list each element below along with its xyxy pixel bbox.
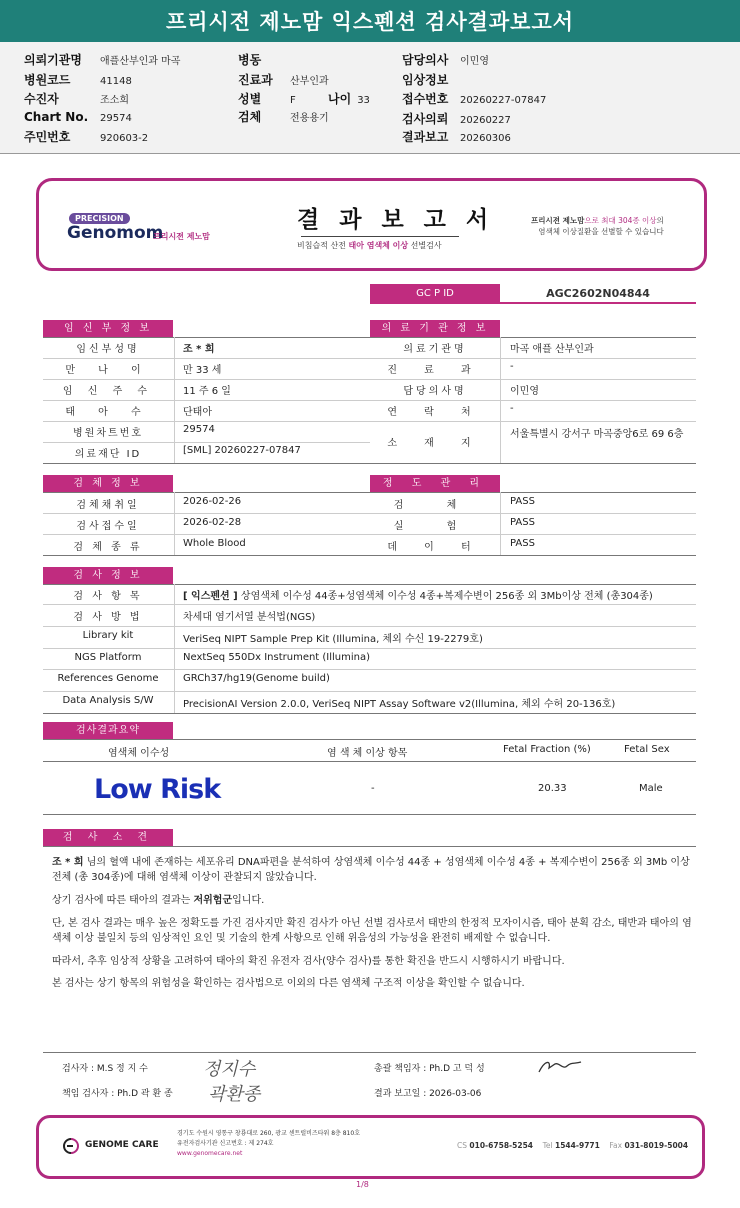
label-receipt-date: 검사접수일 — [76, 521, 140, 532]
director-signature — [535, 1056, 585, 1078]
info-sex: 성별 F — [238, 92, 296, 106]
label-chart-no: 병원차트번호 — [73, 428, 143, 439]
info-report-date: 결과보고 20260306 — [402, 130, 511, 144]
value-institution-name: 마곡 애플 산부인과 — [510, 344, 594, 355]
label-doctor: 담당의사명 — [403, 386, 467, 397]
header-fetal-sex: Fetal Sex — [624, 744, 670, 755]
value-qc-data: PASS — [510, 538, 535, 549]
tester-signature: 정지수 — [203, 1059, 256, 1080]
genomom-logo: Genomom — [67, 223, 164, 243]
gcpid-value: AGC2602N04844 — [500, 284, 696, 304]
card-subtitle: 비침습적 산전 태아 염색체 이상 선별검사 — [297, 241, 442, 250]
value-fetal-sex: Male — [639, 783, 663, 794]
section-specimen: 검 체 정 보 — [43, 475, 173, 492]
header-fetal-fraction: Fetal Fraction (%) — [503, 744, 591, 755]
label-qc-specimen: 검 체 — [393, 500, 477, 511]
opinion-paragraph-1: 조 * 희 님의 혈액 내에 존재하는 세포유리 DNA파편을 분석하여 상염색체 이수성 44종 + 성염색체 이수성 4종 + 복제수변이 256종 외 3Mb 이상 전체 (총 304종)에 대해 염색체 이상이 관찰되지 않았습니다. — [52, 857, 690, 883]
section-institution: 의 료 기 관 정 보 — [370, 320, 500, 337]
label-test-item: 검 사 항 목 — [73, 591, 143, 602]
info-hospital-code: 병원코드 41148 — [24, 73, 132, 87]
label-foundation-id: 의료재단 ID — [74, 449, 142, 460]
value-test-item: [ 익스펜션 ] 상염색체 이수성 44종+성염색체 이수성 4종+복제수변이 256종 외 3Mb이상 전체 (총304종) — [183, 591, 653, 602]
label-institution-name: 의료기관명 — [403, 344, 467, 355]
logo-precision-pill: PRECISION — [69, 213, 130, 224]
info-ward: 병동 — [238, 53, 262, 67]
chief-tester-signature: 곽환종 — [208, 1084, 261, 1105]
section-summary: 검사결과요약 — [43, 722, 173, 739]
opinion-paragraph-4: 따라서, 추후 임상적 상황을 고려하여 태아의 확진 유전자 검사(양수 검사)를 통한 확진을 반드시 시행하시기 바랍니다. — [52, 956, 565, 967]
label-library-kit: Library kit — [82, 630, 134, 641]
info-clinical: 임상정보 — [402, 73, 449, 87]
header-abnormality: 염 색 체 이상 항목 — [327, 748, 408, 759]
value-fetus-count: 단태아 — [183, 407, 212, 418]
divider — [43, 846, 696, 847]
value-collection-date: 2026-02-26 — [183, 496, 242, 507]
opinion-paragraph-5: 본 검사는 상기 항목의 위험성을 확인하는 검사법으로 이외의 다른 염색체 구조적 이상을 확인할 수 없습니다. — [52, 978, 525, 989]
value-pregnant-name: 조 * 희 — [183, 344, 215, 355]
label-department: 진 료 과 — [387, 365, 483, 376]
label-test-method: 검 사 방 법 — [73, 612, 143, 623]
footer-address: 경기도 수원시 영통구 창룡대로 260, 광교 센트럴비즈타워 8층 810호 유전자검사기관 신고번호 : 제 274호 www.genomecare.net — [177, 1130, 360, 1157]
label-qc-data: 데 이 터 — [387, 542, 483, 553]
label-contact: 연 락 처 — [387, 407, 483, 418]
value-abnormality: - — [371, 783, 375, 794]
risk-result: Low Risk — [94, 774, 221, 805]
card-title: 결 과 보 고 서 — [297, 207, 495, 233]
value-analysis-sw: PrecisionAI Version 2.0.0, VeriSeq NIPT Assay Software v2(Illumina, 체외 수허 20-136호) — [183, 699, 616, 710]
label-qc-experiment: 실 험 — [393, 521, 477, 532]
tester-label: 검사자 : M.S 정 지 수 — [62, 1064, 148, 1074]
section-qc: 정 도 관 리 — [370, 475, 500, 492]
gcpid-label: GC P ID — [370, 284, 500, 304]
opinion-paragraph-3: 단, 본 검사 결과는 매우 높은 정확도를 가진 검사지만 확진 검사가 아닌 선별 검사로서 태반의 한정적 모자이시즘, 태아 분획 감소, 태반과 태아의 염색체 이상 불일치 등의 임상적인 요인 및 기술의 한계 사항으로 인해 위음성의 가능성을 완전히 배제할 수 없습니다. — [52, 918, 692, 944]
section-test: 검 사 정 보 — [43, 567, 173, 584]
section-opinion: 검 사 소 견 — [43, 829, 173, 846]
card-divider — [301, 236, 459, 237]
chief-tester-label: 책임 검사자 : Ph.D 곽 환 종 — [62, 1089, 173, 1099]
label-address: 소 재 지 — [387, 438, 483, 449]
info-institution: 의뢰기관명 애플산부인과 마곡 — [24, 53, 181, 67]
card-tagline: 프리시젼 제노맘으로 최대 304종 이상의 염색체 이상질환을 선별할 수 있습니다 — [531, 216, 664, 236]
divider — [43, 739, 696, 740]
value-foundation-id: [SML] 20260227-07847 — [183, 445, 301, 456]
divider — [43, 492, 696, 493]
value-doctor: 이민영 — [510, 386, 539, 397]
report-header-card — [36, 178, 707, 271]
label-pregnant-name: 임신부성명 — [76, 344, 140, 355]
info-department: 진료과 산부인과 — [238, 73, 329, 87]
divider — [43, 337, 696, 338]
value-address: 서울특별시 강서구 마곡중앙6로 69 6층 — [510, 429, 684, 440]
label-specimen-type: 검 체 종 류 — [73, 542, 143, 553]
label-ga: 임 신 주 수 — [62, 386, 154, 397]
info-resident-no: 주민번호 920603-2 — [24, 130, 149, 144]
value-qc-specimen: PASS — [510, 496, 535, 507]
report-date-label: 결과 보고일 : 2026-03-06 — [374, 1089, 482, 1099]
info-chart-no: Chart No. 29574 — [24, 110, 132, 124]
page-number: 1/8 — [356, 1180, 369, 1189]
label-ngs-platform: NGS Platform — [74, 652, 142, 663]
value-receipt-date: 2026-02-28 — [183, 517, 242, 528]
label-ref-genome: References Genome — [57, 673, 159, 684]
label-fetus-count: 태 아 수 — [65, 407, 151, 418]
footer-card — [36, 1115, 705, 1179]
footer-contacts: CS 010-6758-5254 Tel 1544-9771 Fax 031-8019-5004 — [457, 1141, 689, 1150]
genomecare-logo-icon — [59, 1137, 83, 1155]
info-doctor: 담당의사 이민영 — [402, 53, 489, 67]
value-ga: 11 주 6 일 — [183, 386, 231, 397]
value-test-method: 차세대 염기서열 분석법(NGS) — [183, 612, 316, 623]
report-title: 프리시전 제노맘 익스펜션 검사결과보고서 — [0, 0, 740, 42]
label-analysis-sw: Data Analysis S/W — [62, 695, 154, 706]
patient-info-box — [0, 42, 740, 154]
divider — [43, 584, 696, 585]
logo-subtitle: 프리시젼 제노맘 — [153, 232, 210, 241]
value-ngs-platform: NextSeq 550Dx Instrument (Illumina) — [183, 652, 371, 663]
value-library-kit: VeriSeq NIPT Sample Prep Kit (Illumina, 체외 수신 19-2279호) — [183, 634, 483, 645]
header-aneuploidy: 염색체 이수성 — [108, 748, 170, 759]
info-request-date: 검사의뢰 20260227 — [402, 112, 511, 126]
value-contact: - — [510, 403, 514, 414]
value-qc-experiment: PASS — [510, 517, 535, 528]
section-pregnant: 임 신 부 정 보 — [43, 320, 173, 337]
genomecare-logo: GENOME CARE — [85, 1140, 159, 1150]
value-age: 만 33 세 — [183, 365, 222, 376]
director-label: 총괄 책임자 : Ph.D 고 덕 성 — [374, 1064, 485, 1074]
info-receipt-no: 접수번호 20260227-07847 — [402, 92, 547, 106]
value-ref-genome: GRCh37/hg19(Genome build) — [183, 673, 330, 684]
value-department: - — [510, 361, 514, 372]
label-collection-date: 검체채취일 — [76, 500, 140, 511]
info-age: 나이 33 — [328, 92, 370, 106]
info-specimen: 검체 전용용기 — [238, 110, 329, 124]
label-age: 만 나 이 — [65, 365, 151, 376]
value-specimen-type: Whole Blood — [183, 538, 246, 549]
value-fetal-fraction: 20.33 — [538, 783, 567, 794]
opinion-paragraph-2: 상기 검사에 따른 태아의 결과는 저위험군입니다. — [52, 895, 265, 906]
info-patient: 수진자 조소희 — [24, 92, 129, 106]
value-chart-no: 29574 — [183, 424, 215, 435]
